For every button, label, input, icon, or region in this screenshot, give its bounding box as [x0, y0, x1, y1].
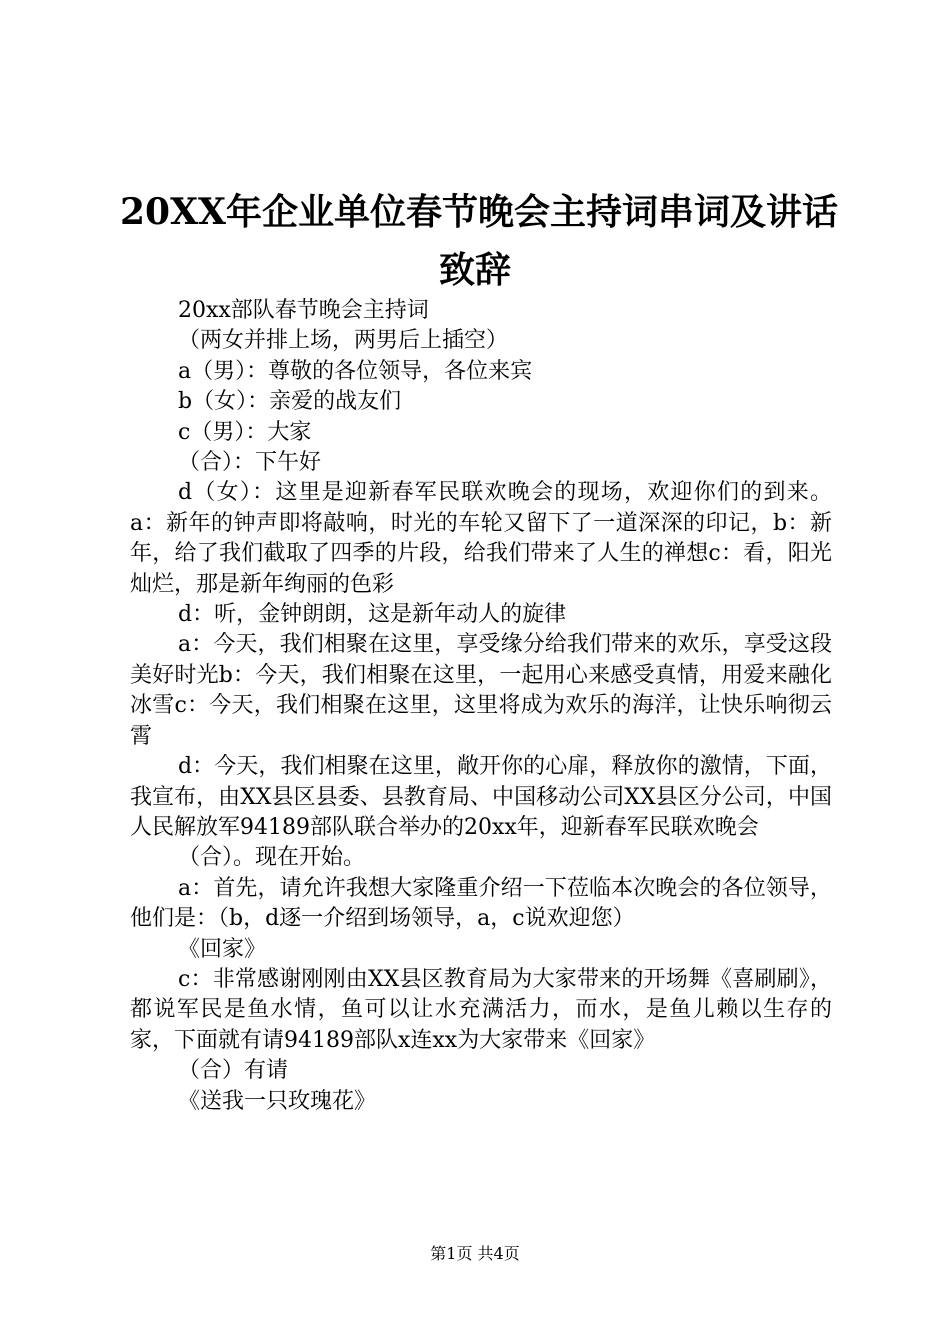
paragraph: （合）有请	[178, 1058, 289, 1084]
paragraph: （合）。现在开始。	[178, 845, 366, 871]
paragraph: a：首先，请允许我想大家隆重介绍一下莅临本次晚会的各位领导，他们是：（b，d逐一介绍到场领导，a，c说欢迎您）	[130, 875, 832, 932]
paragraph: b（女）：亲爱的战友们	[178, 389, 402, 415]
paragraph: a：今天，我们相聚在这里，享受缘分给我们带来的欢乐，享受这段美好时光b：今天，我们相聚在这里，一起用心来感受真情，用爱来融化冰雪c：今天，我们相聚在这里，这里将成为欢乐的海洋，让快乐响彻云霄	[130, 632, 832, 749]
paragraph: 《回家》	[178, 936, 267, 962]
document-body	[130, 296, 832, 1117]
paragraph: （两女并排上场，两男后上插空）	[178, 328, 509, 354]
paragraph: 20xx部队春节晚会主持词	[178, 298, 429, 323]
paragraph: d（女）：这里是迎新春军民联欢晚会的现场，欢迎你们的到来。a：新年的钟声即将敲响，时光的车轮又留下了一道深深的印记，b：新年，给了我们截取了四季的片段，给我们带来了人生的禅想c：看，阳光灿烂，那是新年绚丽的色彩	[130, 480, 832, 597]
paragraph: d：听，金钟朗朗，这是新年动人的旋律	[178, 602, 567, 628]
document-title-line-2: 致辞	[438, 249, 511, 291]
page-number-footer: 第1页 共4页	[430, 1244, 520, 1263]
paragraph: c：非常感谢刚刚由XX县区教育局为大家带来的开场舞《喜刷刷》，都说军民是鱼水情，鱼可以让水充满活力，而水，是鱼儿赖以生存的家，下面就有请94189部队x连xx为大家带来《回家》	[130, 966, 832, 1053]
paragraph: d：今天，我们相聚在这里，敞开你的心扉，释放你的激情，下面，我宣布，由XX县区县委、县教育局、中国移动公司XX县区分公司，中国人民解放军94189部队联合举办的20xx年，迎新春军民联欢晚会	[130, 754, 832, 840]
paragraph: c（男）：大家	[178, 419, 312, 445]
document-title-line-1: 20XX年企业单位春节晚会主持词串词及讲话	[120, 191, 838, 233]
paragraph: 《送我一只玫瑰花》	[178, 1088, 377, 1114]
paragraph: a（男）：尊敬的各位领导，各位来宾	[178, 358, 533, 384]
paragraph: （合）：下午好	[178, 450, 322, 476]
